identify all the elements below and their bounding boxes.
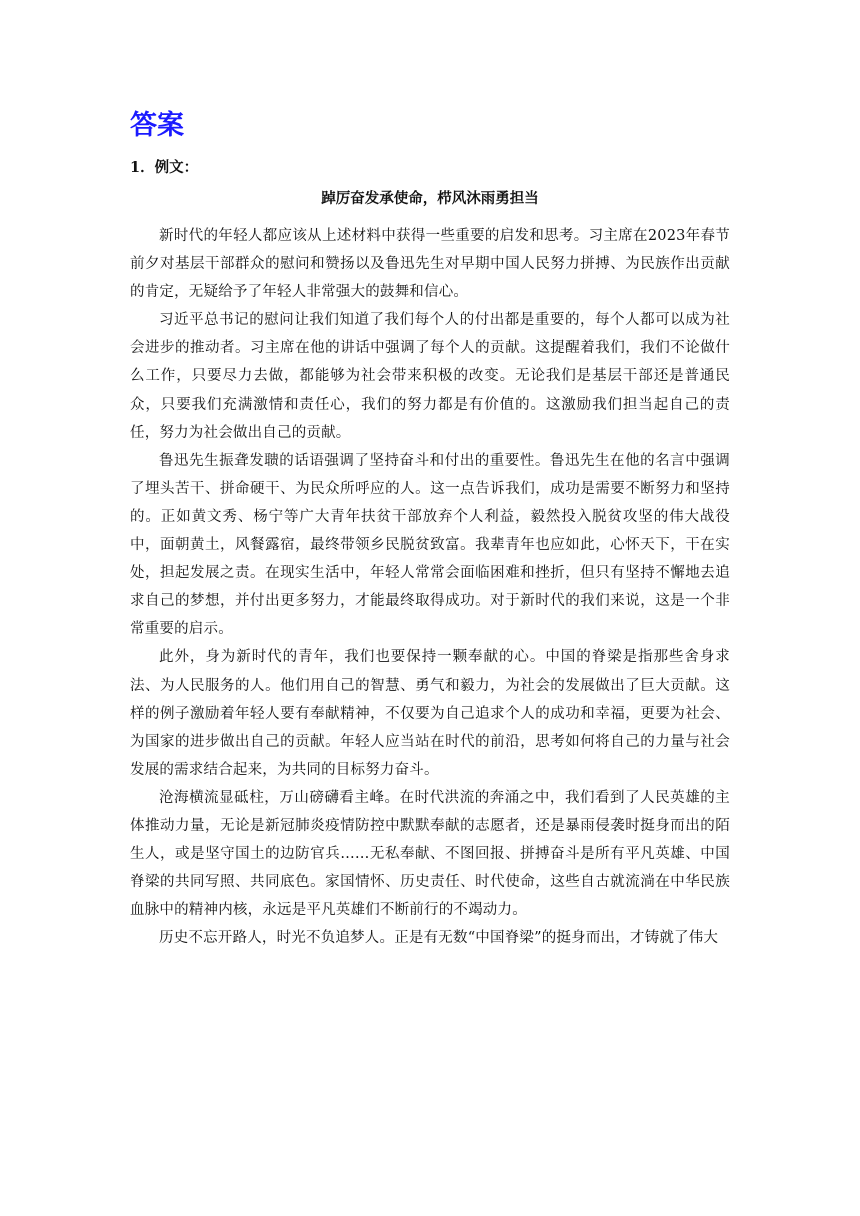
paragraph: 鲁迅先生振聋发聩的话语强调了坚持奋斗和付出的重要性。鲁迅先生在他的名言中强调了埋头苦干、拼命硬干、为民众所呼应的人。这一点告诉我们，成功是需要不断努力和坚持的。正如黄文秀、杨宁等广大青年扶贫干部放弃个人利益，毅然投入脱贫攻坚的伟大战役中，面朝黄土，风餐露宿，最终带领乡民脱贫致富。我辈青年也应如此，心怀天下，干在实处，担起发展之责。在现实生活中，年轻人常常会面临困难和挫折，但只有坚持不懈地去追求自己的梦想，并付出更多努力，才能最终取得成功。对于新时代的我们来说，这是一个非常重要的启示。 [130, 452, 730, 638]
answer-heading: 答案 [130, 110, 184, 141]
paragraph: 历史不忘开路人，时光不负追梦人。正是有无数“中国脊梁”的挺身而出，才铸就了伟大 [159, 930, 719, 947]
essay-body [130, 222, 730, 952]
paragraph: 习近平总书记的慰问让我们知道了我们每个人的付出都是重要的，每个人都可以成为社会进步的推动者。习主席在他的讲话中强调了每个人的贡献。这提醒着我们，我们不论做什么工作，只要尽力去做，都能够为社会带来积极的改变。无论我们是基层干部还是普通民众，只要我们充满激情和责任心，我们的努力都是有价值的。这激励我们担当起自己的责任，努力为社会做出自己的贡献。 [130, 312, 730, 441]
paragraph: 沧海横流显砥柱，万山磅礴看主峰。在时代洪流的奔涌之中，我们看到了人民英雄的主体推动力量，无论是新冠肺炎疫情防控中默默奉献的志愿者，还是暴雨侵袭时挺身而出的陌生人，或是坚守国土的边防官兵……无私奉献、不图回报、拼搏奋斗是所有平凡英雄、中国脊梁的共同写照、共同底色。家国情怀、历史责任、时代使命，这些自古就流淌在中华民族血脉中的精神内核，永远是平凡英雄们不断前行的不竭动力。 [130, 789, 730, 919]
item-label: 1．例文： [130, 159, 199, 176]
paragraph: 此外，身为新时代的青年，我们也要保持一颗奉献的心。中国的脊梁是指那些舍身求法、为人民服务的人。他们用自己的智慧、勇气和毅力，为社会的发展做出了巨大贡献。这样的例子激励着年轻人要有奉献精神，不仅要为自己追求个人的成功和幸福，更要为社会、为国家的进步做出自己的贡献。年轻人应当站在时代的前沿，思考如何将自己的力量与社会发展的需求结合起来，为共同的目标努力奋斗。 [130, 649, 730, 778]
essay-title: 踔厉奋发承使命，栉风沐雨勇担当 [321, 190, 539, 207]
paragraph: 新时代的年轻人都应该从上述材料中获得一些重要的启发和思考。习主席在2023年春节前夕对基层干部群众的慰问和赞扬以及鲁迅先生对早期中国人民努力拼搏、为民族作出贡献的肯定，无疑给予了年轻人非常强大的鼓舞和信心。 [130, 228, 730, 301]
